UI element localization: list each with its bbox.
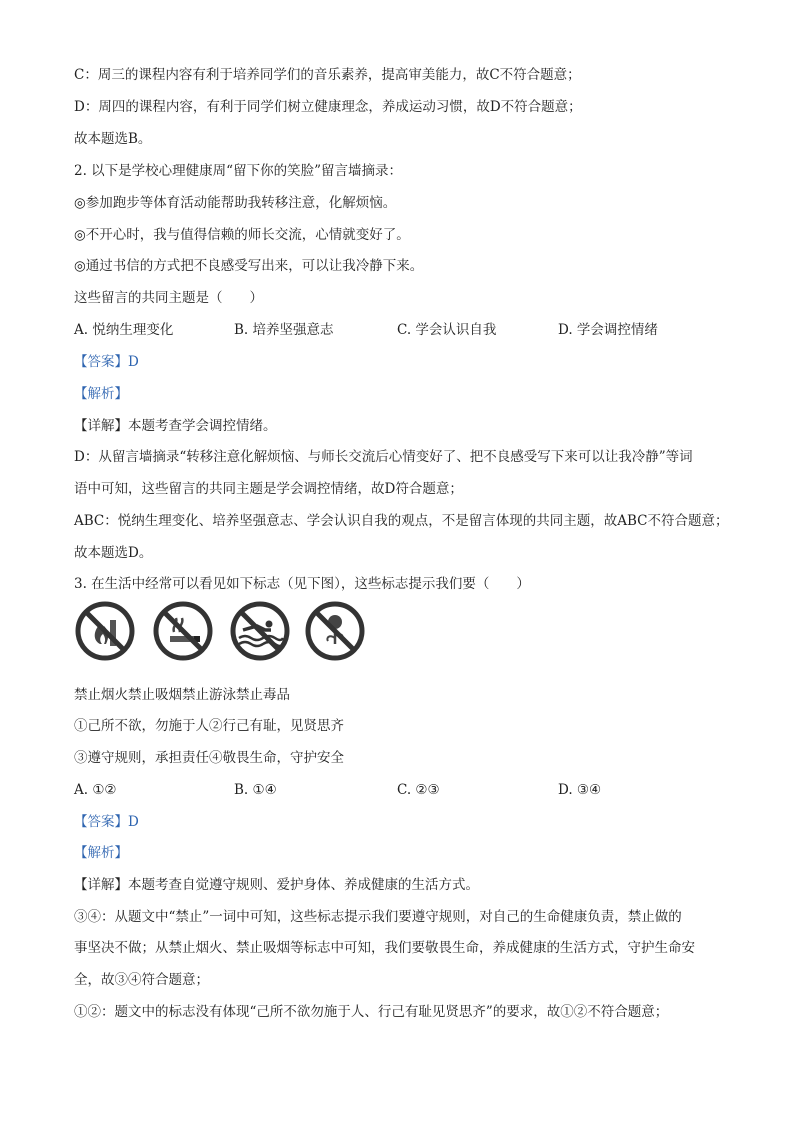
answer-label: 【答案】D (74, 354, 139, 370)
no-drugs-icon (304, 600, 366, 662)
option-d: D. 学会调控情绪 (558, 322, 658, 338)
detail-line: 故本题选D。 (74, 545, 153, 561)
option-a: A. 悦纳生理变化 (74, 322, 174, 338)
question-3: 3. 在生活中经常可以看见如下标志（见下图），这些标志提示我们要（ ） (74, 576, 530, 592)
no-fire-icon (74, 600, 136, 662)
option-b: B. 培养坚强意志 (234, 322, 334, 338)
analysis-label: 【解析】 (74, 845, 128, 861)
detail-line: ①②：题文中的标志没有体现“己所不欲勿施于人、行己有耻见贤思齐”的要求，故①②不符合题意； (74, 1004, 669, 1020)
option-c: C. ②③ (397, 782, 440, 798)
detail-line: 【详解】本题考查自觉遵守规则、爱护身体、养成健康的生活方式。 (74, 877, 479, 893)
quote-item: ◎参加跑步等体育活动能帮助我转移注意，化解烦恼。 (74, 195, 397, 211)
answer-label: 【答案】D (74, 814, 139, 830)
prohibition-signs (74, 600, 374, 664)
detail-line: ABC：悦纳生理变化、培养坚强意志、学会认识自我的观点，不是留言体现的共同主题，故ABC不符合题意； (74, 513, 729, 529)
quote-item: ◎通过书信的方式把不良感受写出来，可以让我冷静下来。 (74, 258, 424, 274)
question-prompt: 这些留言的共同主题是（ ） (74, 290, 263, 306)
detail-line: 【详解】本题考查学会调控情绪。 (74, 418, 277, 434)
option-c: C. 学会认识自我 (397, 322, 497, 338)
text-line: 故本题选B。 (74, 131, 152, 147)
statement-line: ①己所不欲，勿施于人②行己有耻，见贤思齐 (74, 718, 344, 734)
no-swimming-icon (229, 600, 291, 662)
quote-item: ◎不开心时，我与值得信赖的师长交流，心情就变好了。 (74, 227, 410, 243)
statement-line: ③遵守规则，承担责任④敬畏生命，守护安全 (74, 750, 344, 766)
option-a: A. ①② (74, 782, 117, 798)
detail-line: D：从留言墙摘录“转移注意化解烦恼、与师长交流后心情变好了、把不良感受写下来可以让我冷静”等词 (74, 449, 693, 465)
analysis-label: 【解析】 (74, 386, 128, 402)
text-line: C：周三的课程内容有利于培养同学们的音乐素养，提高审美能力，故C不符合题意； (74, 67, 581, 83)
no-smoking-icon (152, 600, 214, 662)
detail-line: ③④：从题文中“禁止”一词中可知，这些标志提示我们要遵守规则，对自己的生命健康负责，禁止做的 (74, 909, 682, 925)
detail-line: 语中可知，这些留言的共同主题是学会调控情绪，故D符合题意； (74, 481, 463, 497)
detail-line: 事坚决不做；从禁止烟火、禁止吸烟等标志中可知，我们要敬畏生命，养成健康的生活方式，守护生命安 (74, 940, 695, 956)
option-d: D. ③④ (558, 782, 602, 798)
option-b: B. ①④ (234, 782, 277, 798)
signs-caption: 禁止烟火禁止吸烟禁止游泳禁止毒品 (74, 687, 290, 703)
text-line: D：周四的课程内容，有利于同学们树立健康理念，养成运动习惯，故D不符合题意； (74, 99, 582, 115)
question-2: 2. 以下是学校心理健康周“留下你的笑脸”留言墙摘录： (74, 163, 402, 179)
detail-line: 全，故③④符合题意； (74, 972, 209, 988)
